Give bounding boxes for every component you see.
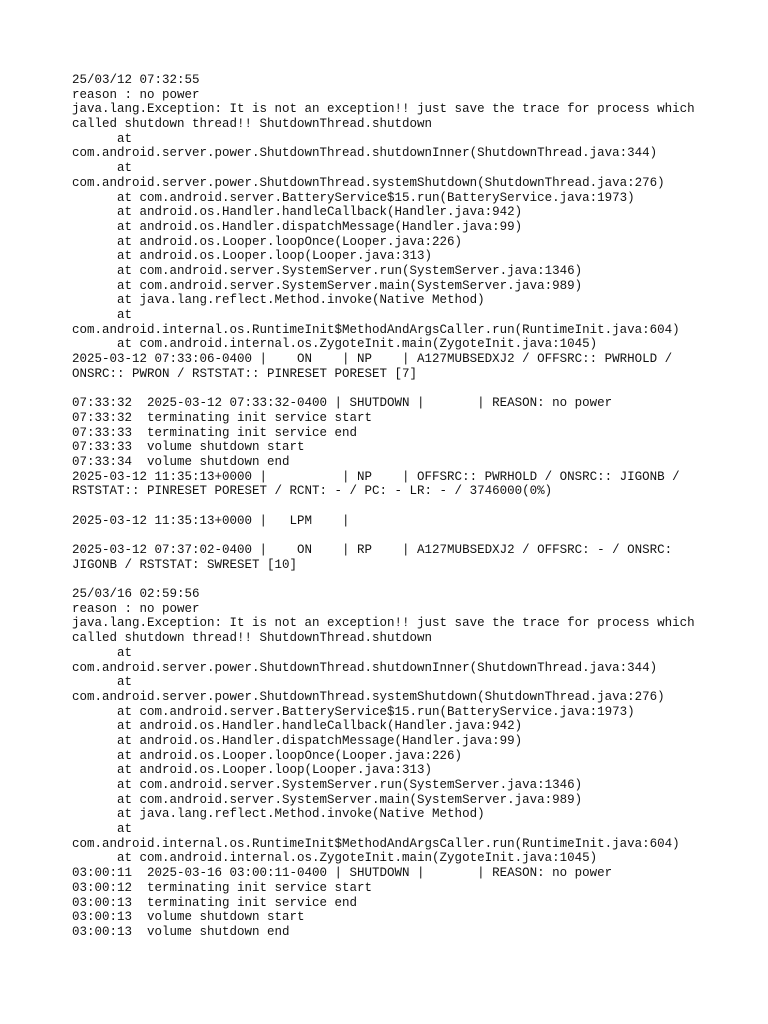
log-line: reason : no power xyxy=(72,87,200,102)
log-line: at xyxy=(72,822,133,837)
log-line: com.android.server.power.ShutdownThread.shutdownInner(ShutdownThread.java:344) xyxy=(72,660,658,675)
log-line: com.android.internal.os.RuntimeInit$MethodAndArgsCaller.run(RuntimeInit.java:604) xyxy=(72,322,680,337)
blank-line xyxy=(72,499,752,514)
log-line: at com.android.server.SystemServer.run(SystemServer.java:1346) xyxy=(72,263,583,278)
log-line: com.android.server.power.ShutdownThread.shutdownInner(ShutdownThread.java:344) xyxy=(72,146,658,161)
log-line: called shutdown thread!! ShutdownThread.shutdown xyxy=(72,117,433,132)
blank-line xyxy=(72,381,752,396)
log-line: RSTSTAT:: PINRESET PORESET / RCNT: - / PC: - LR: - / 3746000(0%) xyxy=(72,484,553,499)
log-line: at com.android.internal.os.ZygoteInit.main(ZygoteInit.java:1045) xyxy=(72,337,598,352)
log-line: 03:00:11 2025-03-16 03:00:11-0400 | SHUTDOWN | | REASON: no power xyxy=(72,866,613,881)
log-line: 03:00:13 volume shutdown end xyxy=(72,924,290,939)
log-line: 2025-03-12 11:35:13+0000 | | NP | OFFSRC:: PWRHOLD / ONSRC:: JIGONB / xyxy=(72,469,680,484)
log-line: at android.os.Looper.loop(Looper.java:313) xyxy=(72,249,433,264)
log-line: at android.os.Looper.loopOnce(Looper.java:226) xyxy=(72,234,463,249)
log-line: at android.os.Looper.loopOnce(Looper.java:226) xyxy=(72,748,463,763)
log-line: at com.android.internal.os.ZygoteInit.main(ZygoteInit.java:1045) xyxy=(72,851,598,866)
log-line: reason : no power xyxy=(72,601,200,616)
log-line: 07:33:32 2025-03-12 07:33:32-0400 | SHUTDOWN | | REASON: no power xyxy=(72,396,613,411)
log-line: com.android.server.power.ShutdownThread.systemShutdown(ShutdownThread.java:276) xyxy=(72,175,665,190)
log-line: 07:33:32 terminating init service start xyxy=(72,410,373,425)
log-line: com.android.server.power.ShutdownThread.systemShutdown(ShutdownThread.java:276) xyxy=(72,689,665,704)
log-line: 03:00:12 terminating init service start xyxy=(72,880,373,895)
log-line: 2025-03-12 07:33:06-0400 | ON | NP | A127MUBSEDXJ2 / OFFSRC:: PWRHOLD / xyxy=(72,352,673,367)
blank-line xyxy=(72,528,752,543)
log-line: 07:33:33 volume shutdown start xyxy=(72,440,305,455)
log-line: at com.android.server.SystemServer.run(SystemServer.java:1346) xyxy=(72,778,583,792)
log-line: at xyxy=(72,131,133,146)
log-line: at xyxy=(72,308,133,322)
log-line: 03:00:13 terminating init service end xyxy=(72,895,358,910)
log-line: at com.android.server.SystemServer.main(SystemServer.java:989) xyxy=(72,792,583,807)
log-line: 03:00:13 volume shutdown start xyxy=(72,910,305,925)
log-line: at com.android.server.BatteryService$15.run(BatteryService.java:1973) xyxy=(72,704,635,719)
log-line: at android.os.Handler.dispatchMessage(Handler.java:99) xyxy=(72,733,523,748)
log-line: 25/03/16 02:59:56 xyxy=(72,587,200,602)
log-line: 2025-03-12 11:35:13+0000 | LPM | xyxy=(72,513,350,528)
log-line: 07:33:34 volume shutdown end xyxy=(72,454,290,469)
blank-line xyxy=(72,572,752,587)
log-line: at com.android.server.SystemServer.main(SystemServer.java:989) xyxy=(72,278,583,293)
log-document xyxy=(72,73,752,940)
log-line: at xyxy=(72,675,133,690)
log-line: 07:33:33 terminating init service end xyxy=(72,425,358,440)
log-line: at java.lang.reflect.Method.invoke(Native Method) xyxy=(72,293,485,308)
log-line: 2025-03-12 07:37:02-0400 | ON | RP | A127MUBSEDXJ2 / OFFSRC: - / ONSRC: xyxy=(72,543,673,557)
log-line: at java.lang.reflect.Method.invoke(Native Method) xyxy=(72,807,485,822)
log-line: at android.os.Handler.handleCallback(Handler.java:942) xyxy=(72,719,523,734)
log-line: at xyxy=(72,645,133,660)
log-line: ONSRC:: PWRON / RSTSTAT:: PINRESET PORESET [7] xyxy=(72,366,418,381)
log-line: java.lang.Exception: It is not an exception!! just save the trace for process which xyxy=(72,102,695,117)
log-line: at android.os.Handler.handleCallback(Handler.java:942) xyxy=(72,205,523,220)
log-line: JIGONB / RSTSTAT: SWRESET [10] xyxy=(72,557,298,572)
log-line: called shutdown thread!! ShutdownThread.shutdown xyxy=(72,631,433,646)
log-line: at android.os.Handler.dispatchMessage(Handler.java:99) xyxy=(72,219,523,234)
log-line: at android.os.Looper.loop(Looper.java:313) xyxy=(72,763,433,778)
log-line: java.lang.Exception: It is not an exception!! just save the trace for process which xyxy=(72,616,695,631)
log-line: 25/03/12 07:32:55 xyxy=(72,73,200,87)
log-line: at xyxy=(72,161,133,176)
log-line: com.android.internal.os.RuntimeInit$MethodAndArgsCaller.run(RuntimeInit.java:604) xyxy=(72,836,680,851)
log-line: at com.android.server.BatteryService$15.run(BatteryService.java:1973) xyxy=(72,190,635,205)
